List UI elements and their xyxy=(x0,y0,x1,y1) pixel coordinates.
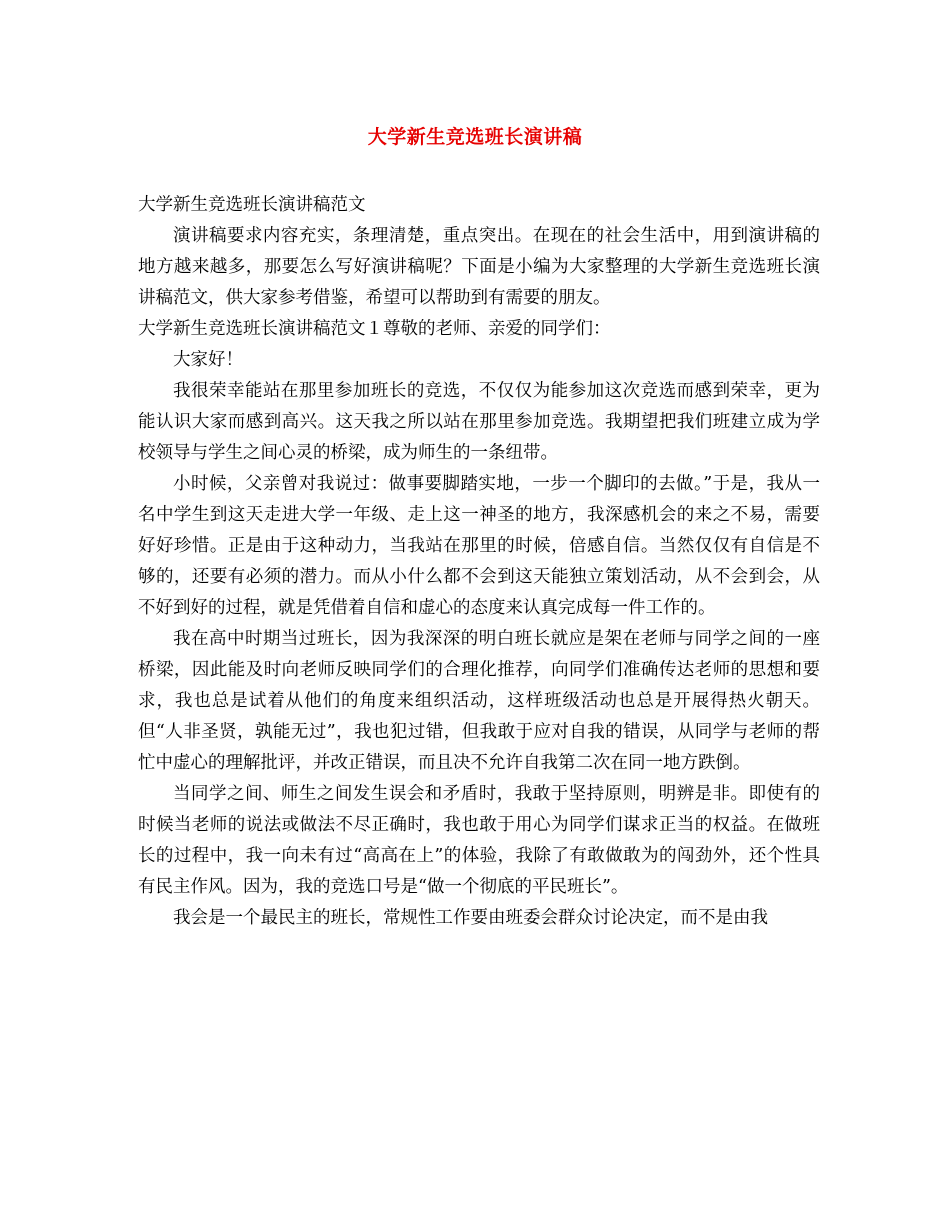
paragraph: 小时候，父亲曾对我说过：做事要脚踏实地，一步一个脚印的去做。”于是，我从一名中学生到这天走进大学一年级、走上这一神圣的地方，我深感机会的来之不易，需要好好珍惜。正是由于这种动力，当我站在那里的时候，倍感自信。当然仅仅有自信是不够的，还要有必须的潜力。而从小什么都不会到这天能独立策划活动，从不会到会，从不好到好的过程，就是凭借着自信和虚心的态度来认真完成每一件工作的。 xyxy=(138,474,820,618)
document-body xyxy=(138,190,820,934)
paragraph: 大学新生竞选班长演讲稿范文１尊敬的老师、亲爱的同学们： xyxy=(138,319,611,339)
paragraph: 大学新生竞选班长演讲稿范文 xyxy=(138,195,366,215)
paragraph: 演讲稿要求内容充实，条理清楚，重点突出。在现在的社会生活中，用到演讲稿的地方越来越多，那要怎么写好演讲稿呢？下面是小编为大家整理的大学新生竞选班长演讲稿范文，供大家参考借鉴，希望可以帮助到有需要的朋友。 xyxy=(138,226,820,308)
paragraph: 我会是一个最民主的班长，常规性工作要由班委会群众讨论决定，而不是由我 xyxy=(173,908,768,928)
document-title: 大学新生竞选班长演讲稿 xyxy=(367,126,583,148)
paragraph: 我在高中时期当过班长，因为我深深的明白班长就应是架在老师与同学之间的一座桥梁，因此能及时向老师反映同学们的合理化推荐，向同学们准确传达老师的思想和要求，我也总是试着从他们的角度来组织活动，这样班级活动也总是开展得热火朝天。但“人非圣贤，孰能无过”，我也犯过错，但我敢于应对自我的错误，从同学与老师的帮忙中虚心的理解批评，并改正错误，而且决不允许自我第二次在同一地方跌倒。 xyxy=(138,629,820,773)
paragraph: 我很荣幸能站在那里参加班长的竞选，不仅仅为能参加这次竞选而感到荣幸，更为能认识大家而感到高兴。这天我之所以站在那里参加竞选。我期望把我们班建立成为学校领导与学生之间心灵的桥梁，成为师生的一条纽带。 xyxy=(138,381,820,463)
paragraph: 当同学之间、师生之间发生误会和矛盾时，我敢于坚持原则，明辨是非。即使有的时候当老师的说法或做法不尽正确时，我也敢于用心为同学们谋求正当的权益。在做班长的过程中，我一向未有过“高高在上”的体验，我除了有敢做敢为的闯劲外，还个性具有民主作风。因为，我的竞选口号是“做一个彻底的平民班长”。 xyxy=(138,784,820,897)
paragraph: 大家好！ xyxy=(173,350,243,370)
